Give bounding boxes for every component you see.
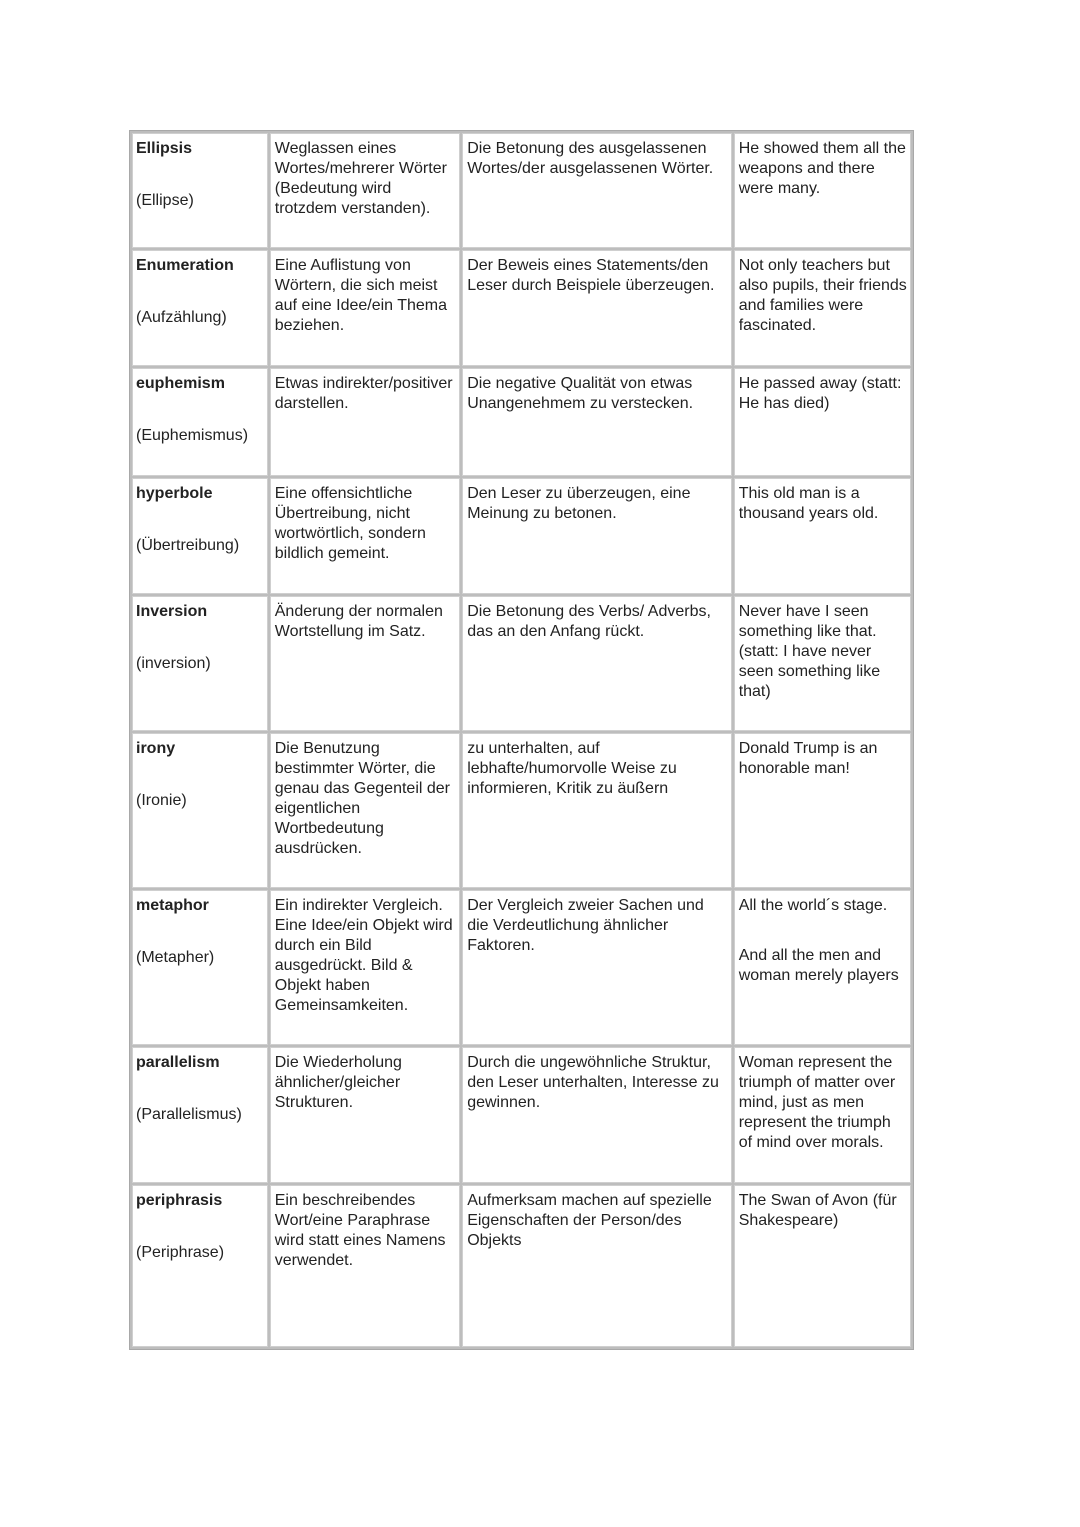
term-translation: (Aufzählung) <box>136 309 227 326</box>
definition-cell: Eine Auflistung von Wörtern, die sich meist auf eine Idee/ein Thema beziehen. <box>270 250 460 366</box>
table-row <box>132 250 911 366</box>
table-row <box>132 1185 911 1347</box>
term-translation: (Metapher) <box>136 949 215 966</box>
example-cell <box>734 1047 911 1183</box>
example-cell <box>734 250 911 366</box>
effect-cell: Aufmerksam machen auf spezielle Eigenschaften der Person/des Objekts <box>462 1185 731 1347</box>
term-name: Inversion <box>136 603 208 620</box>
term-cell <box>132 250 268 366</box>
example-text: He showed them all the weapons and there were many. <box>738 140 906 197</box>
term-cell <box>132 890 268 1045</box>
example-text: Never have I seen something like that.(statt: I have never seen something like that) <box>738 603 881 700</box>
term-name: metaphor <box>136 897 209 914</box>
term-cell <box>132 1185 268 1347</box>
effect-cell: zu unterhalten, auf lebhafte/humorvolle Weise zu informieren, Kritik zu äußern <box>462 733 731 888</box>
definition-cell: Die Benutzung bestimmter Wörter, die genau das Gegenteil der eigentlichen Wortbedeutung ausdrücken. <box>270 733 460 888</box>
definition-cell: Ein indirekter Vergleich. Eine Idee/ein Objekt wird durch ein Bild ausgedrückt. Bild & Objekt haben Gemeinsamkeiten. <box>270 890 460 1045</box>
table-row <box>132 368 911 476</box>
effect-cell: Den Leser zu überzeugen, eine Meinung zu betonen. <box>462 478 731 594</box>
effect-cell: Die negative Qualität von etwas Unangenehmem zu verstecken. <box>462 368 731 476</box>
definition-cell: Änderung der normalen Wortstellung im Satz. <box>270 596 460 731</box>
definition-cell: Die Wiederholung ähnlicher/gleicher Strukturen. <box>270 1047 460 1183</box>
example-text: Donald Trump is an honorable man! <box>738 740 878 777</box>
term-translation: (Euphemismus) <box>136 427 249 444</box>
effect-cell: Der Vergleich zweier Sachen und die Verdeutlichung ähnlicher Faktoren. <box>462 890 731 1045</box>
term-name: Ellipsis <box>136 140 193 157</box>
table-row <box>132 478 911 594</box>
term-cell <box>132 733 268 888</box>
term-name: euphemism <box>136 375 225 392</box>
example-cell <box>734 133 911 248</box>
term-translation: (Periphrase) <box>136 1244 225 1261</box>
table-row <box>132 890 911 1045</box>
example-cell <box>734 596 911 731</box>
definition-cell: Weglassen eines Wortes/mehrerer Wörter (Bedeutung wird trotzdem verstanden). <box>270 133 460 248</box>
table-row <box>132 1047 911 1183</box>
example-text-second: And all the men and woman merely players <box>738 947 899 984</box>
term-name: periphrasis <box>136 1192 223 1209</box>
example-text: He passed away (statt: He has died) <box>738 375 902 412</box>
example-text: This old man is a thousand years old. <box>738 485 879 522</box>
effect-cell: Der Beweis eines Statements/den Leser durch Beispiele überzeugen. <box>462 250 731 366</box>
term-translation: (Übertreibung) <box>136 537 240 554</box>
figures-of-speech-table <box>129 130 914 1350</box>
example-text: The Swan of Avon (für Shakespeare) <box>738 1192 897 1229</box>
term-translation: (inversion) <box>136 655 211 672</box>
term-name: irony <box>136 740 176 757</box>
term-cell <box>132 596 268 731</box>
example-cell <box>734 1185 911 1347</box>
example-cell <box>734 478 911 594</box>
term-cell <box>132 478 268 594</box>
effect-cell: Die Betonung des ausgelassenen Wortes/der ausgelassenen Wörter. <box>462 133 731 248</box>
term-cell <box>132 133 268 248</box>
table-row <box>132 133 911 248</box>
table-row <box>132 596 911 731</box>
term-cell <box>132 368 268 476</box>
example-cell <box>734 733 911 888</box>
example-cell <box>734 368 911 476</box>
example-text: Not only teachers but also pupils, their friends and families were fascinated. <box>738 257 907 334</box>
definition-cell: Eine offensichtliche Übertreibung, nicht wortwörtlich, sondern bildlich gemeint. <box>270 478 460 594</box>
term-name: parallelism <box>136 1054 220 1071</box>
term-name: hyperbole <box>136 485 213 502</box>
definition-cell: Etwas indirekter/positiver darstellen. <box>270 368 460 476</box>
term-translation: (Parallelismus) <box>136 1106 242 1123</box>
example-text: Woman represent the triumph of matter over mind, just as men represent the triumph of mind over morals. <box>738 1054 896 1151</box>
definition-cell: Ein beschreibendes Wort/eine Paraphrase wird statt eines Namens verwendet. <box>270 1185 460 1347</box>
term-translation: (Ellipse) <box>136 192 194 209</box>
table-row <box>132 733 911 888</box>
effect-cell: Die Betonung des Verbs/ Adverbs, das an den Anfang rückt. <box>462 596 731 731</box>
term-name: Enumeration <box>136 257 234 274</box>
term-cell <box>132 1047 268 1183</box>
effect-cell: Durch die ungewöhnliche Struktur, den Leser unterhalten, Interesse zu gewinnen. <box>462 1047 731 1183</box>
example-text: All the world´s stage. <box>738 897 888 914</box>
term-translation: (Ironie) <box>136 792 187 809</box>
example-cell <box>734 890 911 1045</box>
